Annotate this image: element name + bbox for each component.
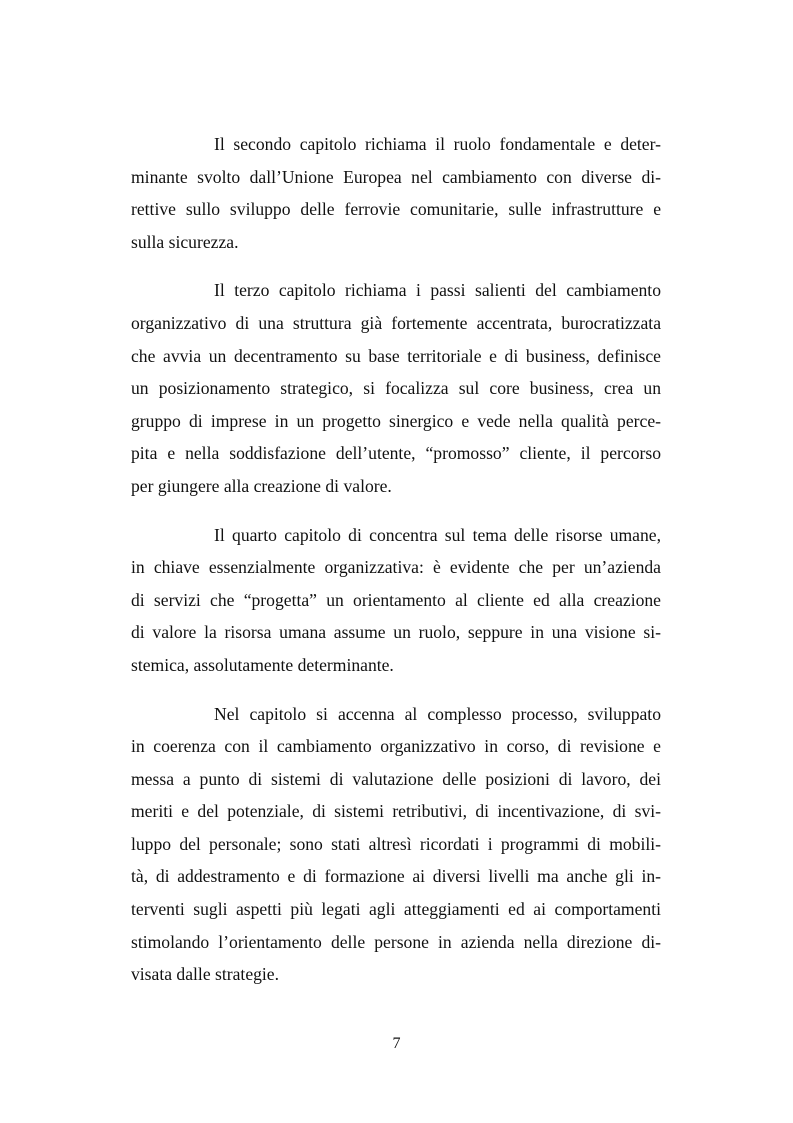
text-line: tà, di addestramento e di formazione ai diversi livelli ma anche gli in- — [131, 866, 661, 887]
text-line: stimolando l’orientamento delle persone in azienda nella direzione di- — [131, 931, 661, 952]
text-line: per giungere alla creazione di valore. — [131, 475, 392, 496]
text-line: che avvia un decentramento su base territoriale e di business, definisce — [131, 345, 661, 366]
paragraph-4 — [131, 698, 661, 991]
text-line: Il quarto capitolo di concentra sul tema delle risorse umane, — [214, 524, 661, 545]
text-line: messa a punto di sistemi di valutazione delle posizioni di lavoro, dei — [131, 768, 661, 789]
text-line: di valore la risorsa umana assume un ruolo, seppure in una visione si- — [131, 622, 661, 643]
text-line: un posizionamento strategico, si focalizza sul core business, crea un — [131, 378, 661, 399]
text-line: gruppo di imprese in un progetto sinergico e vede nella qualità perce- — [131, 410, 661, 431]
text-line: meriti e del potenziale, di sistemi retributivi, di incentivazione, di svi- — [131, 801, 661, 822]
body-text — [131, 128, 661, 1007]
text-line: visata dalle strategie. — [131, 964, 280, 985]
text-line: terventi sugli aspetti più legati agli atteggiamenti ed ai comportamenti — [131, 899, 661, 920]
text-line: rettive sullo sviluppo delle ferrovie comunitarie, sulle infrastrutture e — [131, 199, 661, 220]
text-line: stemica, assolutamente determinante. — [131, 654, 394, 675]
text-line: Il secondo capitolo richiama il ruolo fondamentale e deter- — [214, 134, 661, 154]
paragraph-2 — [131, 274, 661, 502]
text-line: Il terzo capitolo richiama i passi salienti del cambiamento — [214, 280, 661, 301]
text-line: luppo del personale; sono stati altresì ricordati i programmi di mobili- — [131, 833, 661, 854]
paragraph-1 — [131, 128, 661, 258]
text-line: organizzativo di una struttura già fortemente accentrata, burocratizzata — [131, 312, 661, 333]
text-line: di servizi che “progetta” un orientamento al cliente ed alla creazione — [131, 589, 661, 610]
page-number: 7 — [392, 1035, 401, 1052]
text-line: Nel capitolo si accenna al complesso processo, sviluppato — [214, 703, 661, 724]
text-line: minante svolto dall’Unione Europea nel cambiamento con diverse di- — [131, 166, 661, 187]
text-line: in coerenza con il cambiamento organizzativo in corso, di revisione e — [131, 736, 661, 757]
paragraph-3 — [131, 519, 661, 682]
text-line: sulla sicurezza. — [131, 231, 239, 252]
text-line: in chiave essenzialmente organizzativa: è evidente che per un’azienda — [131, 557, 661, 578]
text-line: pita e nella soddisfazione dell’utente, “promosso” cliente, il percorso — [131, 443, 661, 464]
